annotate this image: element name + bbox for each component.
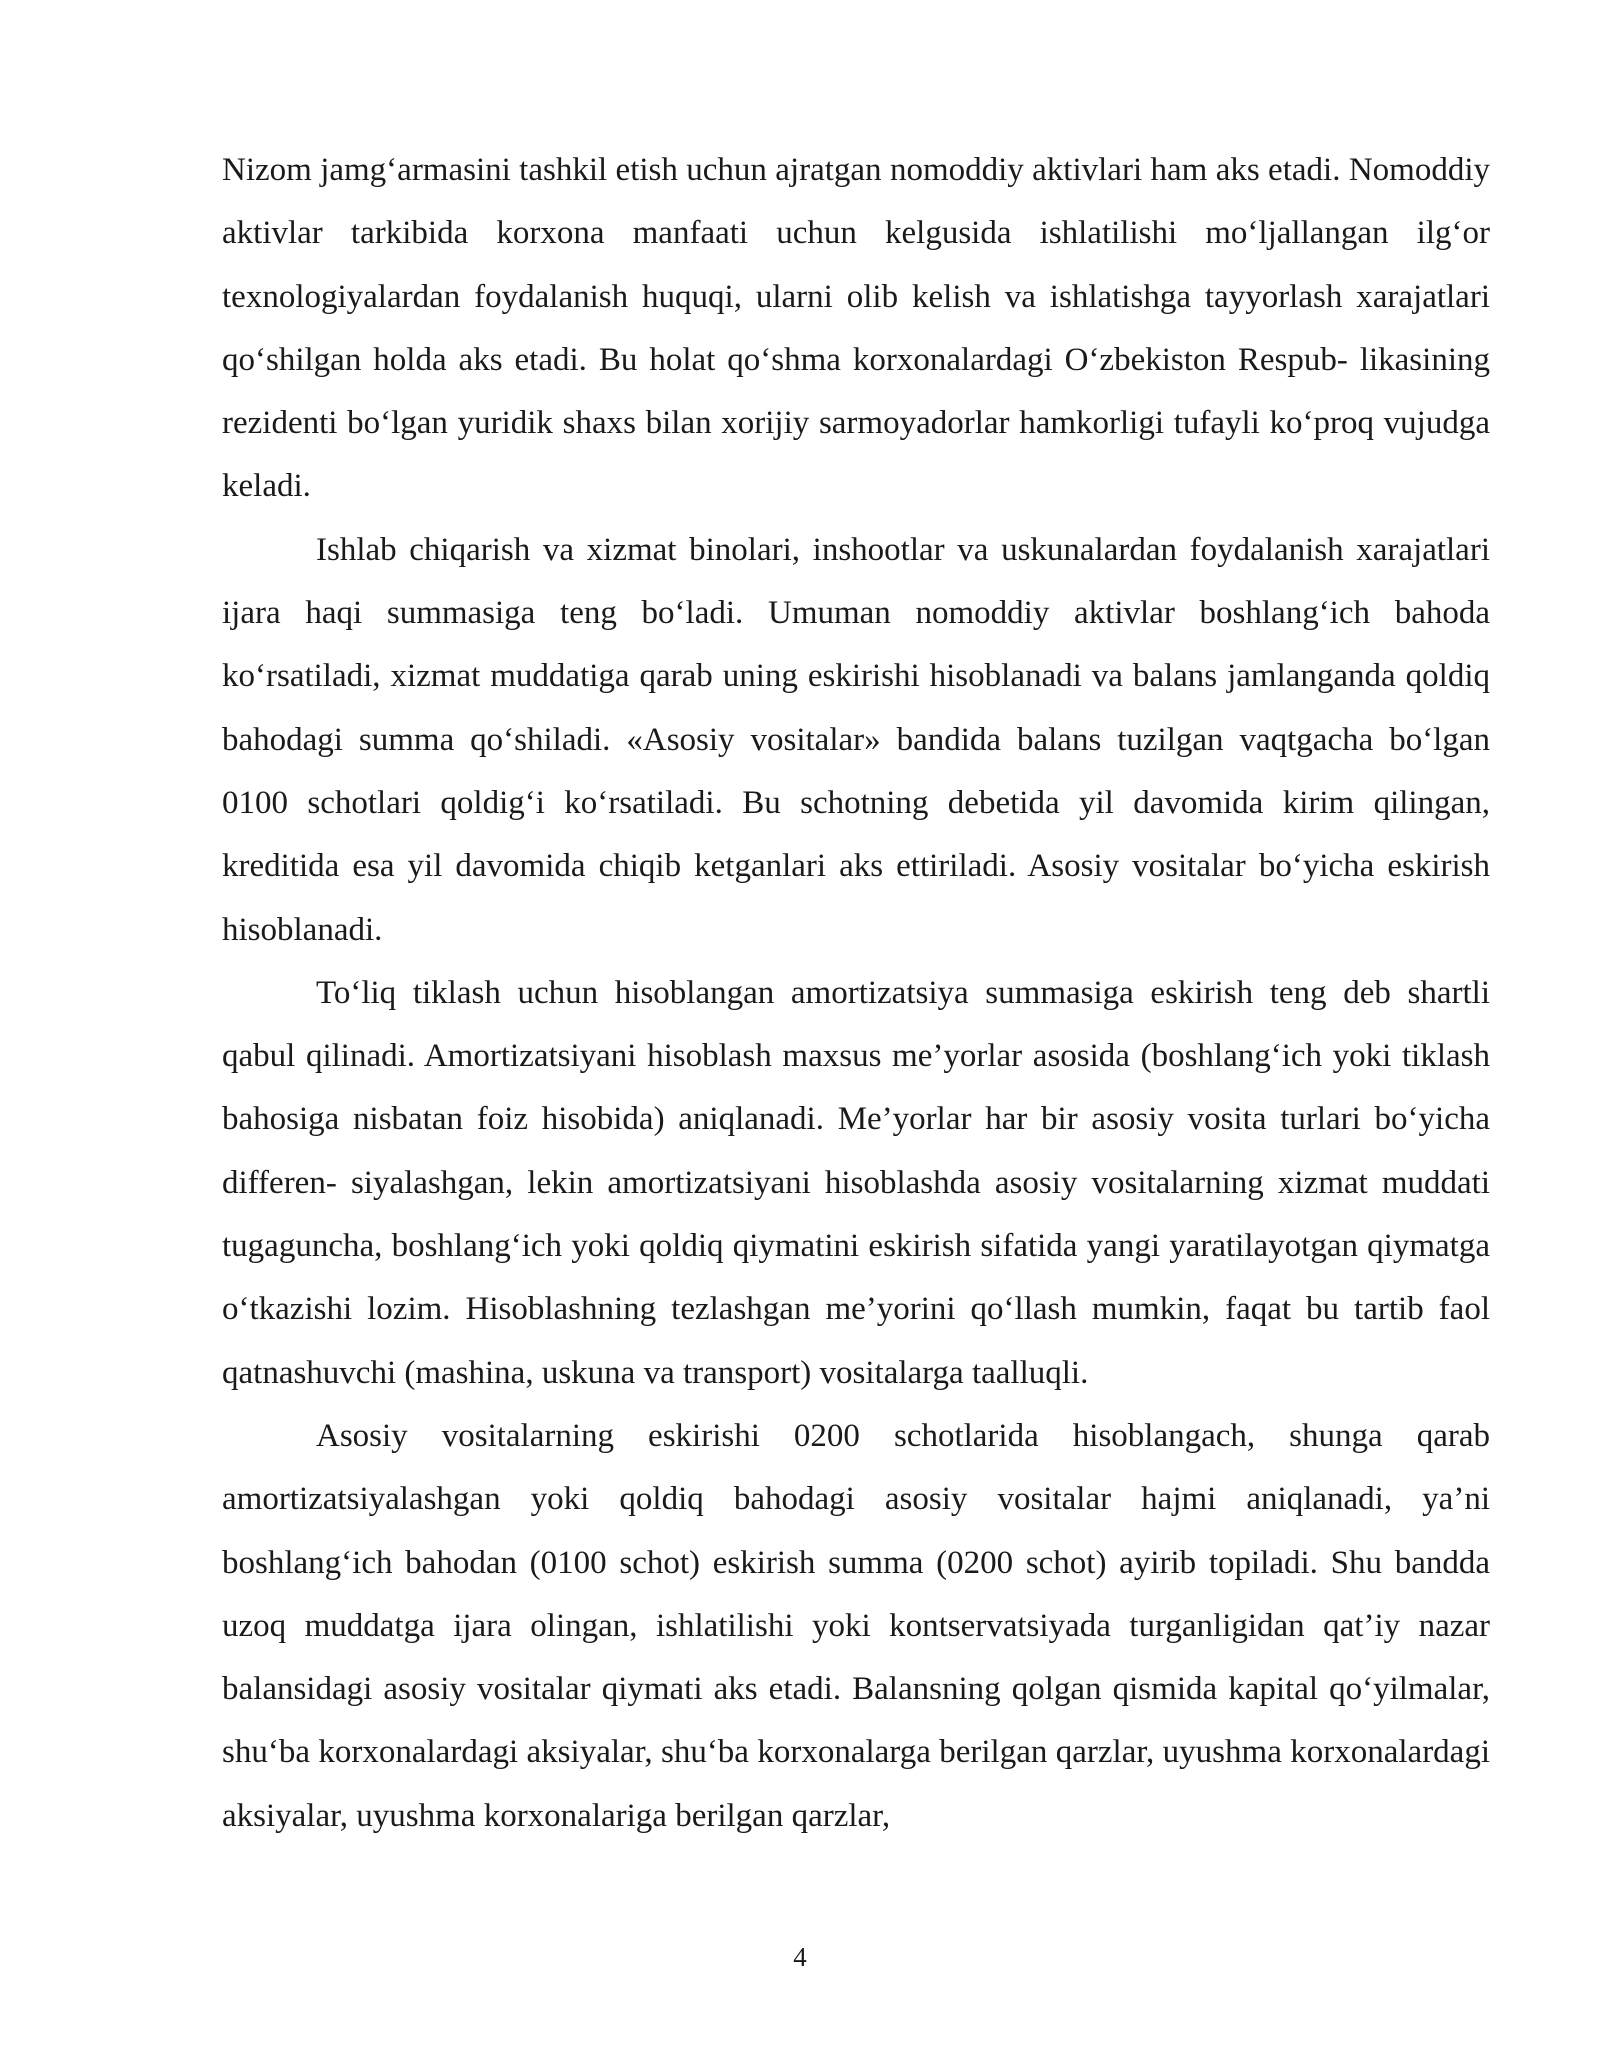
paragraph-3: To‘liq tiklash uchun hisoblangan amortizatsiya summasiga eskirish teng deb shartli qabul qilinadi. Amortizatsiyani hisoblash maxsus me’yorlar asosida (boshlang‘ich yoki tiklash bahosiga nisbatan foiz hisobida) aniqlanadi. Me’yorlar har bir asosiy vosita turlari bo‘yicha differen- siyalashgan, lekin amortizatsiyani hisoblashda asosiy vositalarning xizmat muddati tugaguncha, boshlang‘ich yoki qoldiq qiymatini eskirish sifatida yangi yaratilayotgan qiymatga o‘tkazishi lozim. Hisoblashning tezlashgan me’yorini qo‘llash mumkin, faqat bu tartib faol qatnashuvchi (mashina, uskuna va transport) vositalarga taalluqli. — [222, 974, 1490, 1391]
page-number: 4 — [793, 1942, 807, 1972]
paragraph-4: Asosiy vositalarning eskirishi 0200 schotlarida hisoblangach, shunga qarab amortizatsiyalashgan yoki qoldiq bahodagi asosiy vositalar hajmi aniqlanadi, ya’ni boshlang‘ich bahodan (0100 schot) eskirish summa (0200 schot) ayirib topiladi. Shu bandda uzoq muddatga ijara olingan, ishlatilishi yoki kontservatsiyada turganligidan qat’iy nazar balansidagi asosiy vositalar qiymati aks etadi. Balansning qolgan qismida kapital qo‘yilmalar, shu‘ba korxonalardagi aksiyalar, shu‘ba korxonalarga berilgan qarzlar, uyushma korxonalardagi aksiyalar, uyushma korxonalariga berilgan qarzlar, — [222, 1417, 1490, 1834]
paragraph-2: Ishlab chiqarish va xizmat binolari, inshootlar va uskunalardan foydalanish xarajatlari ijara haqi summasiga teng bo‘ladi. Umuman nomoddiy aktivlar boshlang‘ich bahoda ko‘rsatiladi, xizmat muddatiga qarab uning eskirishi hisoblanadi va balans jamlanganda qoldiq bahodagi summa qo‘shiladi. «Asosiy vositalar» bandida balans tuzilgan vaqtgacha bo‘lgan 0100 schotlari qoldig‘i ko‘rsatiladi. Bu schotning debetida yil davomida kirim qilingan, kreditida esa yil davomida chiqib ketganlari aks ettiriladi. Asosiy vositalar bo‘yicha eskirish hisoblanadi. — [222, 531, 1490, 948]
paragraph-1: Nizom jamg‘armasini tashkil etish uchun ajratgan nomoddiy aktivlari ham aks etadi. Nomoddiy aktivlar tarkibida korxona manfaati uchun kelgusida ishlatilishi mo‘ljallangan ilg‘or texnologiyalardan foydalanish huquqi, ularni olib kelish va ishlatishga tayyorlash xarajatlari qo‘shilgan holda aks etadi. Bu holat qo‘shma korxonalardagi O‘zbekiston Respub- likasining rezidenti bo‘lgan yuridik shaxs bilan xorijiy sarmoyadorlar hamkorligi tufayli ko‘proq vujudga keladi. — [222, 152, 1490, 505]
document-body — [222, 139, 1490, 1848]
